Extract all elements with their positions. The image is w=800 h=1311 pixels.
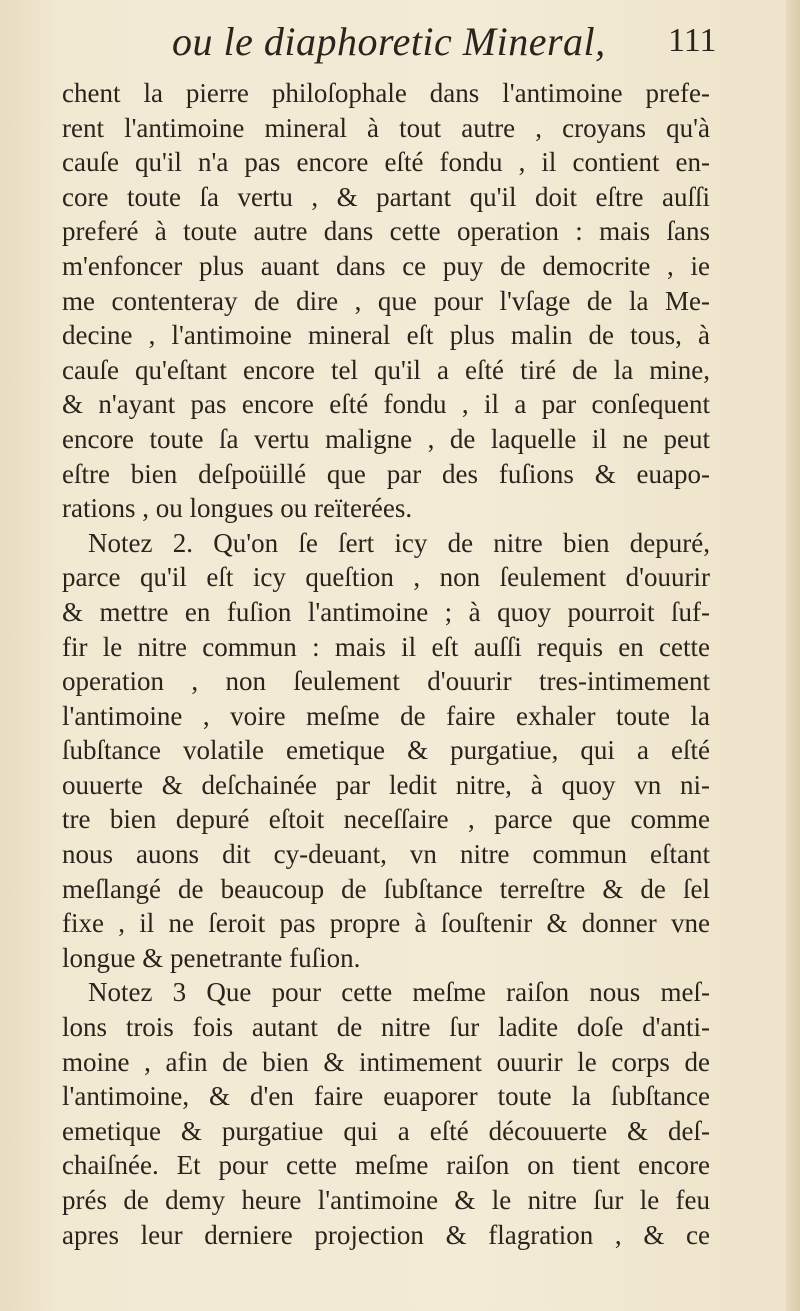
text-line: nous auons dit cy-deuant, vn nitre commun eſtant: [62, 839, 710, 870]
text-line: prés de demy heure l'antimoine & le nitre ſur le feu: [62, 1185, 710, 1215]
text-line: & mettre en fuſion l'antimoine ; à quoy pourroit ſuf-: [62, 596, 710, 627]
page-edge: [786, 0, 800, 1311]
text-line: core toute ſa vertu , & partant qu'il doit eſtre auſſi: [62, 181, 710, 212]
text-line: operation , non ſeulement d'ouurir tres-intimement: [62, 666, 710, 697]
page-header: [0, 14, 800, 74]
text-line: moine , afin de bien & intimement ouurir le corps de: [62, 1046, 710, 1077]
text-line: tre bien depuré eſtoit neceſſaire , parce que comme: [62, 804, 710, 835]
running-title: ou le diaphoretic Mineral,: [172, 19, 606, 64]
text-line: m'enfoncer plus auant dans ce puy de democrite , ie: [62, 250, 710, 281]
text-line: lons trois fois autant de nitre ſur ladite doſe d'anti-: [62, 1012, 710, 1043]
text-line: eſtre bien deſpoüillé que par des fuſions & euapo-: [62, 458, 710, 489]
text-line: Notez 3 Que pour cette meſme raiſon nous meſ-: [88, 977, 710, 1008]
text-line: rent l'antimoine mineral à tout autre , croyans qu'à: [62, 112, 710, 143]
text-line: ſubſtance volatile emetique & purgatiue, qui a eſté: [62, 735, 710, 766]
text-line: decine , l'antimoine mineral eſt plus malin de tous, à: [62, 320, 710, 351]
text-line: fixe , il ne ſeroit pas propre à ſouſtenir & donner vne: [62, 908, 710, 939]
text-line: cauſe qu'eſtant encore tel qu'il a eſté tiré de la mine,: [62, 354, 710, 385]
text-line: parce qu'il eſt icy queſtion , non ſeulement d'ouurir: [62, 562, 710, 593]
text-line: preferé à toute autre dans cette operation : mais ſans: [62, 216, 710, 247]
text-line: me contenteray de dire , que pour l'vſage de la Me-: [62, 285, 710, 316]
text-line: rations , ou longues ou reïterées.: [62, 493, 413, 524]
text-line: cauſe qu'il n'a pas encore eſté fondu , il contient en-: [62, 147, 710, 178]
text-line: & n'ayant pas encore eſté fondu , il a par conſequent: [62, 389, 710, 420]
text-line: emetique & purgatiue qui a eſté découuerte & deſ-: [62, 1115, 710, 1146]
text-line: Notez 2. Qu'on ſe ſert icy de nitre bien depuré,: [88, 527, 710, 558]
text-line: chaiſnée. Et pour cette meſme raiſon on tient encore: [62, 1150, 710, 1181]
text-line: chent la pierre philoſophale dans l'antimoine prefe-: [62, 78, 710, 108]
text-line: encore toute ſa vertu maligne , de laquelle il ne peut: [62, 423, 710, 454]
text-line: apres leur derniere projection & flagration , & ce: [62, 1219, 710, 1250]
text-line: fir le nitre commun : mais il eſt auſſi requis en cette: [62, 631, 710, 662]
page-number: 111: [668, 22, 717, 59]
text-line: l'antimoine , voire meſme de faire exhaler toute la: [62, 700, 710, 731]
text-line: meſlangé de beaucoup de ſubſtance terreſtre & de ſel: [62, 873, 710, 904]
body-text: [62, 76, 710, 1252]
text-line: longue & penetrante fuſion.: [62, 942, 361, 973]
text-line: ouuerte & deſchainée par ledit nitre, à quoy vn ni-: [62, 769, 710, 800]
text-line: l'antimoine, & d'en faire euaporer toute la ſubſtance: [62, 1081, 710, 1112]
